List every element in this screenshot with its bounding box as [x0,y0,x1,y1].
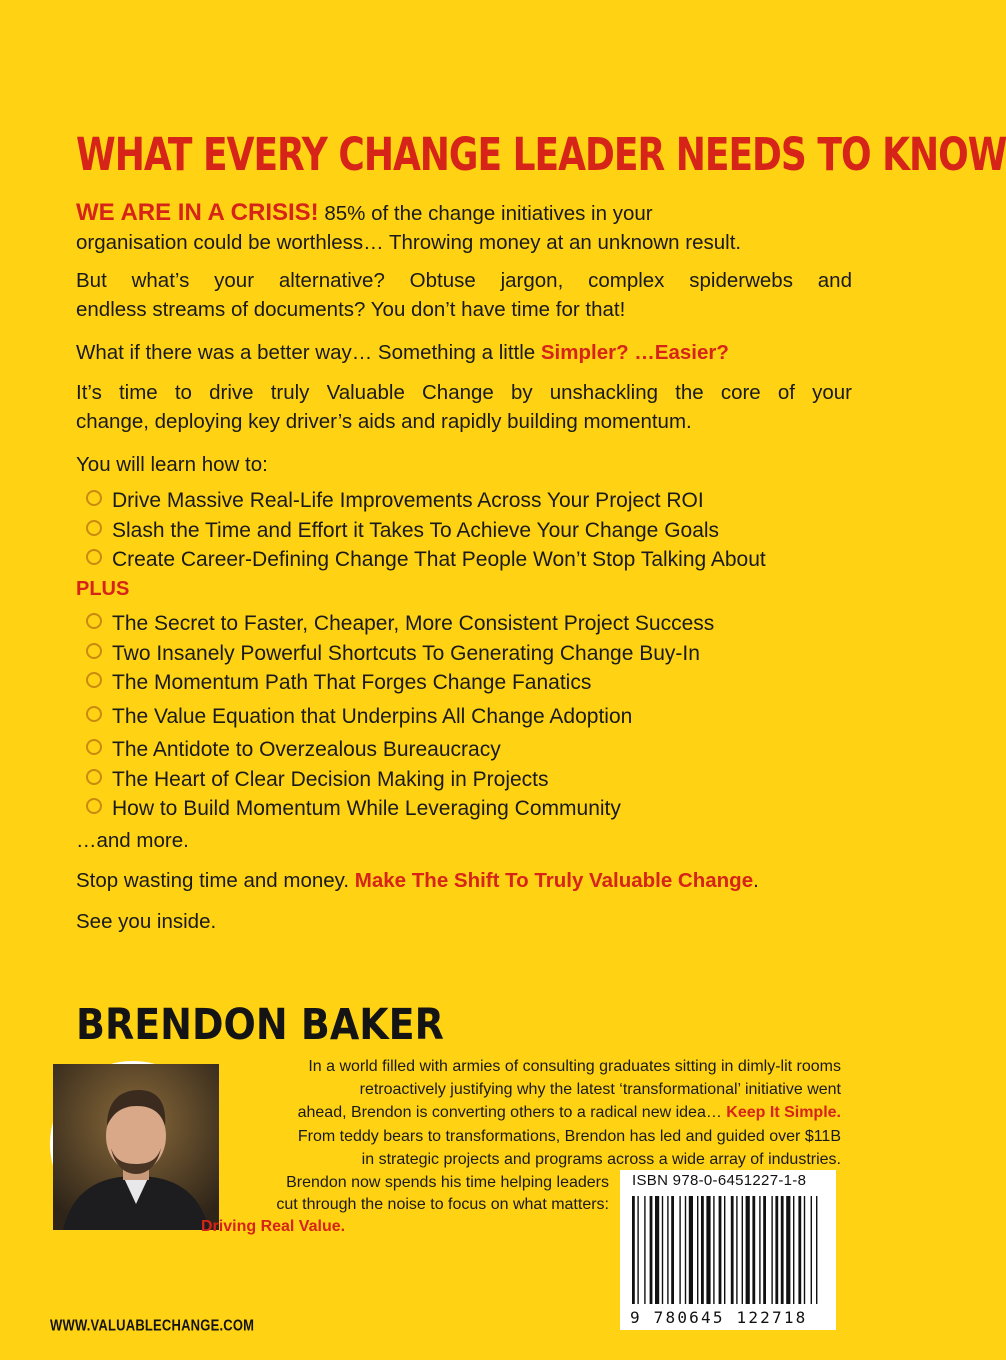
barcode-digits: 9 780645 122718 [630,1308,808,1327]
circle-bullet-icon [86,706,102,722]
circle-bullet-icon [86,613,102,629]
barcode-bar [632,1196,635,1304]
list-item: Two Insanely Powerful Shortcuts To Generating Change Buy-In [86,642,700,666]
author-portrait-icon [53,1064,219,1230]
and-more: …and more. [76,829,189,852]
bio-line: retroactively justifying why the latest ‘transformational’ initiative went [359,1081,841,1098]
barcode-bar [637,1196,638,1304]
drive-change-line2: change, deploying key driver’s aids and rapidly building momentum. [76,410,692,433]
barcode-bar [793,1196,794,1304]
list-item: The Momentum Path That Forges Change Fanatics [86,671,591,695]
simpler-easier-highlight: Simpler? …Easier? [540,341,729,364]
alternative-line2: endless streams of documents? You don’t have time for that! [76,298,626,321]
barcode-bar [713,1196,714,1304]
crisis-label: WE ARE IN A CRISIS! [76,199,319,226]
barcode-bar [662,1196,663,1304]
crisis-line2: organisation could be worthless… Throwing money at an unknown result. [76,231,742,254]
see-you-inside: See you inside. [76,910,217,933]
bio-line: In a world filled with armies of consulting graduates sitting in dimly-lit rooms [308,1058,841,1075]
stop-wasting-text: Stop wasting time and money. [76,869,355,892]
crisis-line1: 85% of the change initiatives in your [318,202,653,225]
circle-bullet-icon [86,769,102,785]
circle-bullet-icon [86,672,102,688]
barcode-bar [811,1196,812,1304]
headline: WHAT EVERY CHANGE LEADER NEEDS TO KNOW [76,130,1006,182]
isbn-number: ISBN 978-0-6451227-1-8 [632,1172,807,1189]
isbn-barcode [620,1170,836,1330]
circle-bullet-icon [86,798,102,814]
keep-it-simple-highlight: Keep It Simple. [726,1104,841,1121]
barcode-bar [786,1196,790,1304]
barcode-bar [685,1196,686,1304]
barcode-bar [655,1196,659,1304]
list-item: Drive Massive Real-Life Improvements Across Your Project ROI [86,489,704,513]
list-item: Create Career-Defining Change That People Won’t Stop Talking About [86,548,766,572]
make-the-shift-highlight: Make The Shift To Truly Valuable Change [354,869,754,892]
barcode-bar [736,1196,737,1304]
barcode-bar [697,1196,698,1304]
bio-line: cut through the noise to focus on what matters: [276,1196,609,1213]
bio-line: Brendon now spends his time helping leaders [286,1174,609,1191]
barcode-bar [746,1196,750,1304]
circle-bullet-icon [86,643,102,659]
driving-real-value-highlight: Driving Real Value. [201,1218,346,1235]
barcode-bar [763,1196,766,1304]
bio-line: in strategic projects and programs across a wide array of industries. [361,1151,841,1168]
barcode-bar [679,1196,680,1304]
bio-line: From teddy bears to transformations, Brendon has led and guided over $11B [297,1128,841,1145]
crisis-paragraph [76,198,852,257]
bio-line: ahead, Brendon is converting others to a radical new idea… Keep It Simple. [297,1104,841,1121]
barcode-bar [667,1196,668,1304]
barcode-bar [798,1196,801,1304]
better-way-paragraph [76,338,852,367]
circle-bullet-icon [86,490,102,506]
barcode-bar [742,1196,743,1304]
drive-change-line1: It’s time to drive truly Valuable Change by unshackling the core of your [76,381,852,404]
barcode-bar [771,1196,772,1304]
circle-bullet-icon [86,520,102,536]
barcode-bar [644,1196,645,1304]
better-way-text: What if there was a better way… Something a little [76,341,541,364]
circle-bullet-icon [86,739,102,755]
barcode-bar [731,1196,734,1304]
list-item: The Value Equation that Underpins All Change Adoption [86,705,632,729]
barcode-bar [689,1196,693,1304]
barcode-bar [671,1196,674,1304]
alternative-line1: But what’s your alternative? Obtuse jargon, complex spiderwebs and [76,269,852,292]
website-url: WWW.VALUABLECHANGE.COM [50,1316,255,1334]
barcode-bar [781,1196,784,1304]
plus-label: PLUS [76,578,130,600]
list-item: How to Build Momentum While Leveraging Community [86,797,621,821]
list-item: The Heart of Clear Decision Making in Projects [86,768,549,792]
list-item: The Secret to Faster, Cheaper, More Consistent Project Success [86,612,714,636]
barcode-bar [752,1196,755,1304]
barcode-bar [701,1196,704,1304]
stop-wasting-paragraph: Stop wasting time and money. Make The Shift To Truly Valuable Change. [76,869,759,892]
barcode-bar [650,1196,653,1304]
barcode-bar [775,1196,778,1304]
author-name: BRENDON BAKER [76,1000,444,1050]
barcode-bar [816,1196,817,1304]
circle-bullet-icon [86,549,102,565]
list-item: The Antidote to Overzealous Bureaucracy [86,738,501,762]
barcode-bars-icon [620,1170,836,1330]
author-photo [50,1061,216,1227]
learn-intro: You will learn how to: [76,453,268,476]
list-item: Slash the Time and Effort it Takes To Achieve Your Change Goals [86,519,719,543]
barcode-bar [724,1196,725,1304]
barcode-bar [719,1196,722,1304]
barcode-bar [759,1196,760,1304]
barcode-bar [804,1196,805,1304]
barcode-bar [706,1196,710,1304]
